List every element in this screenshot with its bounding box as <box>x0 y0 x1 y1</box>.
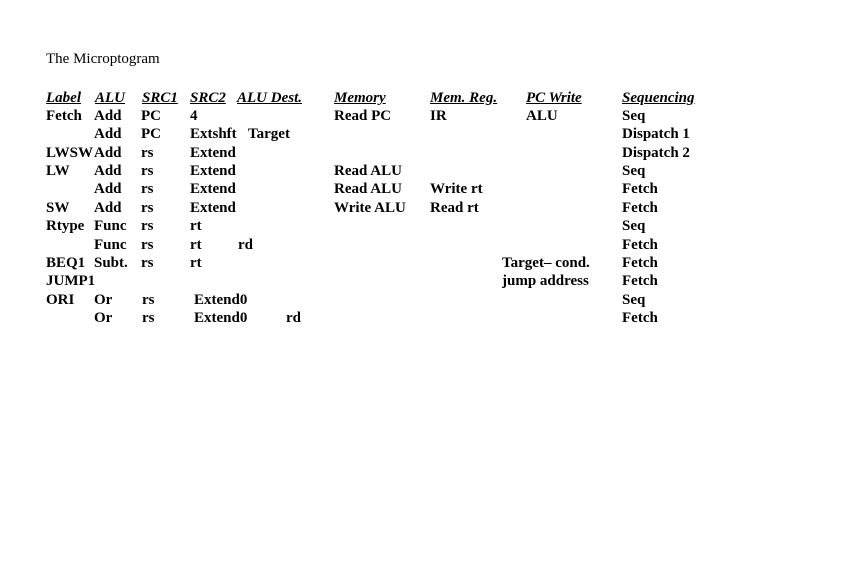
table-row <box>0 107 848 125</box>
table-row <box>0 236 848 254</box>
cell-memory: Write ALU <box>334 200 406 216</box>
cell-sequencing: Fetch <box>622 237 658 253</box>
cell-label: LWSW <box>46 145 93 161</box>
document-title: The Microptogram <box>46 51 160 67</box>
cell-sequencing: Seq <box>622 163 646 179</box>
table-row <box>0 180 848 198</box>
cell-src2: Extend0 <box>194 310 248 326</box>
cell-src2: rt <box>190 237 202 253</box>
cell-src2: Extshft <box>190 126 237 142</box>
table-row <box>0 144 848 162</box>
cell-src1: rs <box>142 292 155 308</box>
cell-label: BEQ1 <box>46 255 86 271</box>
cell-pc-write: ALU <box>526 108 558 124</box>
table-row <box>0 272 848 290</box>
cell-src2: Extend <box>190 163 236 179</box>
cell-pc-write: jump address <box>502 273 589 289</box>
cell-src1: rs <box>141 145 154 161</box>
cell-label: Rtype <box>46 218 85 234</box>
cell-sequencing: Dispatch 2 <box>622 145 690 161</box>
cell-src1: PC <box>141 126 161 142</box>
table-row <box>0 162 848 180</box>
cell-alu: Or <box>94 292 113 308</box>
cell-memory: Read ALU <box>334 163 402 179</box>
cell-sequencing: Seq <box>622 292 646 308</box>
header-memory: Memory <box>334 90 386 106</box>
cell-src2: Extend0 <box>194 292 248 308</box>
cell-label: Fetch <box>46 108 82 124</box>
cell-alu: Add <box>94 163 122 179</box>
cell-src2: rt <box>190 218 202 234</box>
cell-src2: Extend <box>190 145 236 161</box>
cell-src1: rs <box>141 255 154 271</box>
cell-src2: 4 <box>190 108 198 124</box>
cell-pc-write: Target– cond. <box>502 255 590 271</box>
cell-src1: rs <box>141 163 154 179</box>
cell-src1: rs <box>141 218 154 234</box>
cell-alu: Add <box>94 145 122 161</box>
cell-src2: rt <box>190 255 202 271</box>
cell-mem-reg: Read rt <box>430 200 479 216</box>
cell-alu: Func <box>94 237 127 253</box>
table-row <box>0 309 848 327</box>
cell-alu-dest: rd <box>286 310 301 326</box>
cell-label: LW <box>46 163 70 179</box>
cell-src2: Extend <box>190 200 236 216</box>
cell-sequencing: Fetch <box>622 310 658 326</box>
table-row <box>0 125 848 143</box>
table-row <box>0 199 848 217</box>
cell-alu: Or <box>94 310 113 326</box>
cell-mem-reg: Write rt <box>430 181 483 197</box>
cell-src1: rs <box>141 237 154 253</box>
header-mem-reg: Mem. Reg. <box>430 90 498 106</box>
cell-alu: Add <box>94 108 122 124</box>
cell-sequencing: Fetch <box>622 255 658 271</box>
cell-label: ORI <box>46 292 75 308</box>
cell-label: SW <box>46 200 70 216</box>
header-alu-dest: ALU Dest. <box>237 90 302 106</box>
cell-memory: Read ALU <box>334 181 402 197</box>
cell-alu: Subt. <box>94 255 128 271</box>
header-alu: ALU <box>95 90 125 106</box>
header-pc-write: PC Write <box>526 90 582 106</box>
cell-alu: Func <box>94 218 127 234</box>
header-label: Label <box>46 90 81 106</box>
cell-mem-reg: IR <box>430 108 447 124</box>
cell-src1: rs <box>141 200 154 216</box>
cell-sequencing: Seq <box>622 108 646 124</box>
table-row <box>0 291 848 309</box>
cell-src2: Extend <box>190 181 236 197</box>
cell-sequencing: Seq <box>622 218 646 234</box>
cell-label: JUMP1 <box>46 273 96 289</box>
cell-src1: rs <box>141 181 154 197</box>
cell-src1: PC <box>141 108 161 124</box>
header-sequencing: Sequencing <box>622 90 695 106</box>
cell-src1: rs <box>142 310 155 326</box>
cell-alu: Add <box>94 181 122 197</box>
header-src2: SRC2 <box>190 90 226 106</box>
cell-alu-dest: Target <box>248 126 290 142</box>
cell-memory: Read PC <box>334 108 392 124</box>
cell-sequencing: Fetch <box>622 181 658 197</box>
cell-alu: Add <box>94 200 122 216</box>
cell-sequencing: Fetch <box>622 200 658 216</box>
cell-sequencing: Dispatch 1 <box>622 126 690 142</box>
cell-sequencing: Fetch <box>622 273 658 289</box>
cell-alu-dest: rd <box>238 237 253 253</box>
header-src1: SRC1 <box>142 90 178 106</box>
table-row <box>0 254 848 272</box>
cell-alu: Add <box>94 126 122 142</box>
table-row <box>0 217 848 235</box>
